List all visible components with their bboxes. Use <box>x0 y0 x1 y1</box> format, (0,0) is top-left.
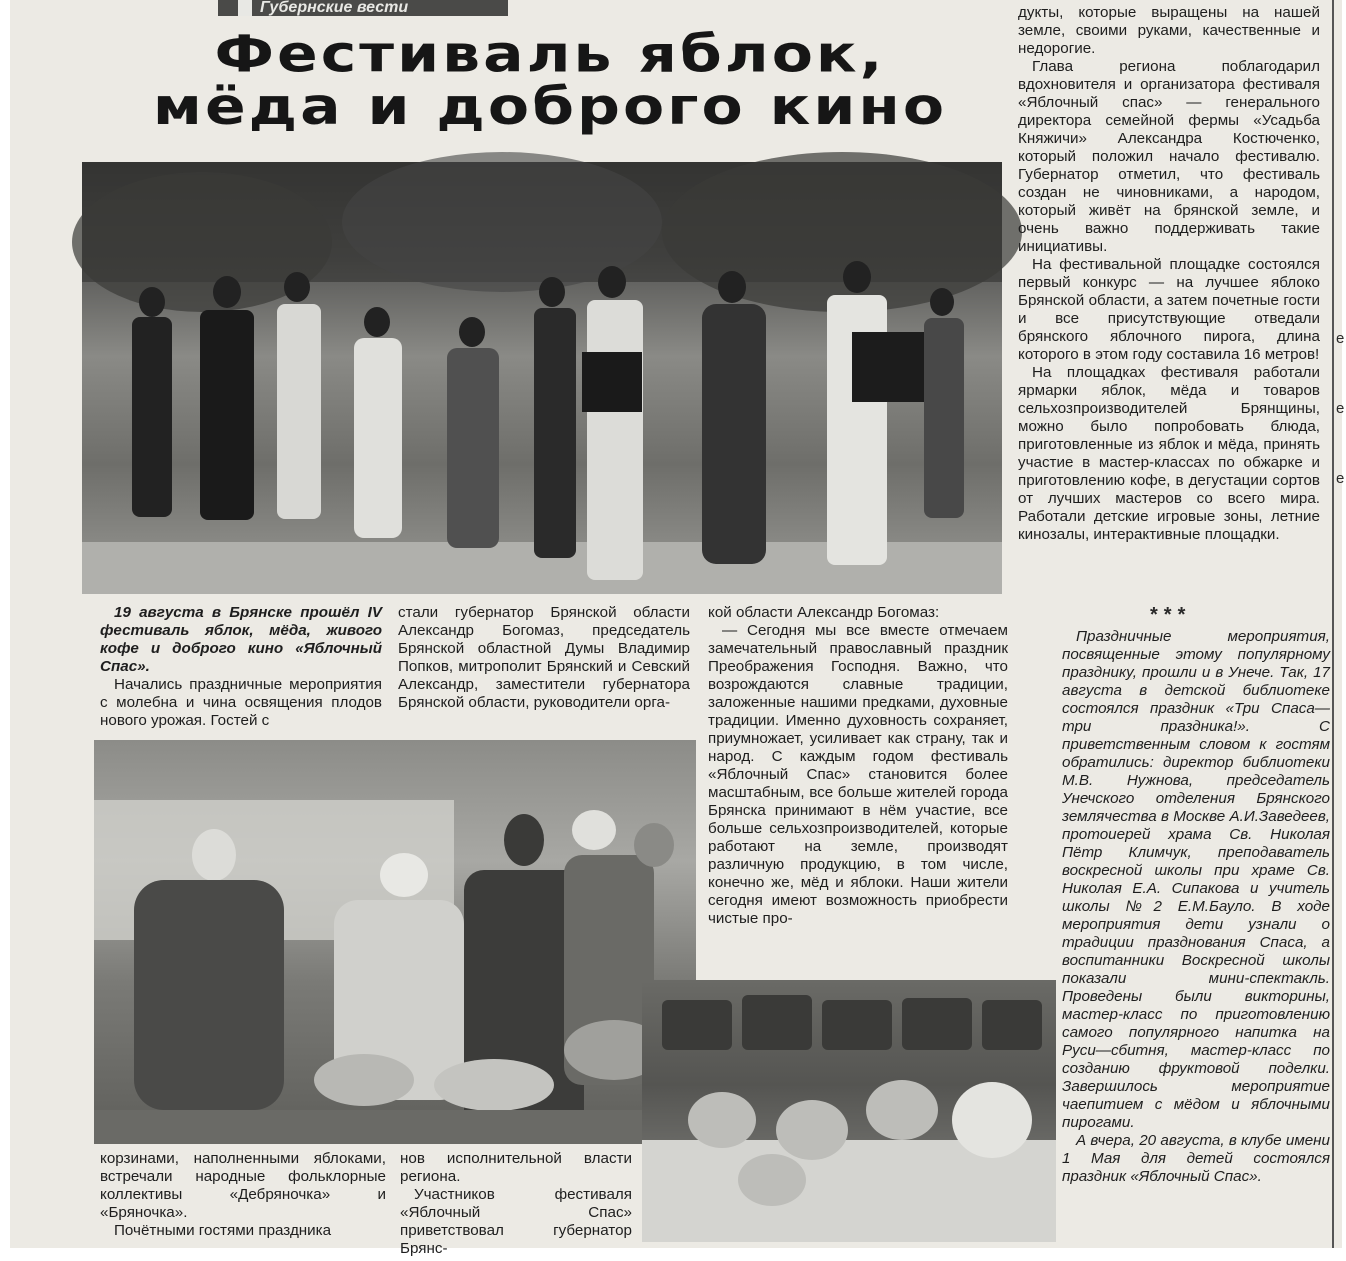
column-4-continuation: дукты, которые выращены на нашей земле, своими руками, качественные и недорогие. <box>1018 4 1320 57</box>
edge-glyph-2: е <box>1336 400 1345 417</box>
column-4-upper <box>1018 4 1320 544</box>
column-4-paragraph-2: На фестивальной площадке состоялся первый конкурс — на лучшее яблоко Брянской области, а затем почетные гости и все присутствующие отведали брянского яблочного пирога, длина которого в этом году составила 16 метров! <box>1018 256 1320 363</box>
column-4-paragraph-1: Глава региона поблагодарил вдохновителя и организатора фестиваля «Яблочный спас» — генерального директора семейной фермы «Усадьба Княжичи» Александра Костюченко, который положил начало фестивалю. Губернатор отметил, что фестиваль создан не чиновниками, а народом, который живёт на брянской земле, и очень важно поддерживать такие инициативы. <box>1018 58 1320 255</box>
page-fold-line <box>1332 0 1334 1248</box>
edge-glyph-3: е <box>1336 470 1345 487</box>
newspaper-page <box>10 0 1345 1257</box>
column-4-paragraph-3: На площадках фестиваля работали ярмарки яблок, мёда и товаров сельхозпроизводителей Брянщины, можно было попробовать блюда, приготовленные из яблок и мёда, принять участие в мастер-классах по обжарке и приготовлению кофе, в дегустации сортов от лучших мастеров со всего мира. Работали детские игровые зоны, летние кинозалы, интерактивные площадки. <box>1018 364 1320 543</box>
governor-quote: — Сегодня мы все вместе отмечаем замечательный православный праздник Преображения Господня. Важно, что возрождаются славные традиции, заложенные нашими предками, духовные традиции. Именно духовность сохраняет, приумножает, усиливает как страну, так и народ. С каждым годом фестиваль «Яблочный Спас» становится более масштабным, все больше жителей города Брянска принимают в нём участие, все больше сельхозпроизводителей, которые работают на земле, производят различную продукцию, в том числе, конечно же, мёд и яблоки. Наши жители сегодня имеют возможность приобрести чистые про- <box>708 622 1008 927</box>
lead-paragraph: 19 августа в Брянске прошёл IV фестиваль яблок, мёда, живого кофе и доброго кино «Яблочный Спас». <box>100 604 382 675</box>
column-1-paragraph-1-cont: корзинами, наполненными яблоками, встречали народные фольклорные коллективы «Дебряночка» и «Бряночка». <box>100 1150 386 1221</box>
column-2-lower <box>400 1150 632 1258</box>
column-2-upper <box>398 604 690 712</box>
honey-jars-figures <box>642 980 1056 1242</box>
procession-figures <box>82 162 1002 594</box>
rubric-label: Губернские вести <box>218 0 508 16</box>
column-1-upper <box>100 604 382 730</box>
column-1-paragraph-1: Начались праздничные мероприятия с молебна и чина освящения плодов нового урожая. Гостей с <box>100 676 382 729</box>
headline <box>80 24 1020 137</box>
column-3 <box>708 604 1008 928</box>
unecha-paragraph: Праздничные мероприятия, посвященные этому популярному празднику, прошли и в Унече. Так, 17 августа в детской библиотеке состоялся праздник «Три Спаса— три праздника!». С приветственным словом к гостям обратились: директор библиотеки М.В. Нужнова, председатель Унечского отделения Брянского землячества в Москве А.И.Заведеев, протоиерей храма Св. Николая Пётр Климчук, преподаватель воскресной школы при храме Св. Николая Е.А. Сипакова и учитель школы №2 Е.М.Бауло. В ходе мероприятия дети узнали о традиции празднования Спаса, а воспитанники Воскресной школы показали мини-спектакль. Проведены были викторины, мастер-класс по приготовлению самого популярного напитка на Руси—сбитня, мастер-класс по созданию фруктовой поделки. Завершилось мероприятие чаепитием с мёдом и яблочными пирогами. <box>1062 628 1330 1131</box>
headline-line-1: Фестиваль яблок, <box>214 24 886 85</box>
apples-group-photo <box>94 740 696 1144</box>
section-separator-stars: *** <box>1150 604 1192 626</box>
column-4-lower <box>1062 628 1330 1186</box>
column-2-paragraph-1: стали губернатор Брянской области Александр Богомаз, председатель Брянской областной Думы Владимир Попков, митрополит Брянский и Севский Александр, заместители губернатора Брянской области, руководители орга- <box>398 604 690 711</box>
headline-line-2: мёда и доброго кино <box>152 77 948 137</box>
honey-jars-photo <box>642 980 1056 1242</box>
apples-group-figures <box>94 740 696 1144</box>
column-2-paragraph-1-cont: нов исполнительной власти региона. <box>400 1150 632 1185</box>
club-paragraph: А вчера, 20 августа, в клубе имени 1 Мая для детей состоялся праздник «Яблочный Спас». <box>1062 1132 1330 1185</box>
column-2-paragraph-2: Участников фестиваля «Яблочный Спас» приветствовал губернатор Брянс- <box>400 1186 632 1257</box>
column-3-intro: кой области Александр Богомаз: <box>708 604 940 621</box>
column-1-paragraph-2: Почётными гостями праздника <box>114 1222 332 1239</box>
edge-glyph-1: е <box>1336 330 1345 347</box>
column-1-lower <box>100 1150 386 1240</box>
procession-photo <box>82 162 1002 594</box>
